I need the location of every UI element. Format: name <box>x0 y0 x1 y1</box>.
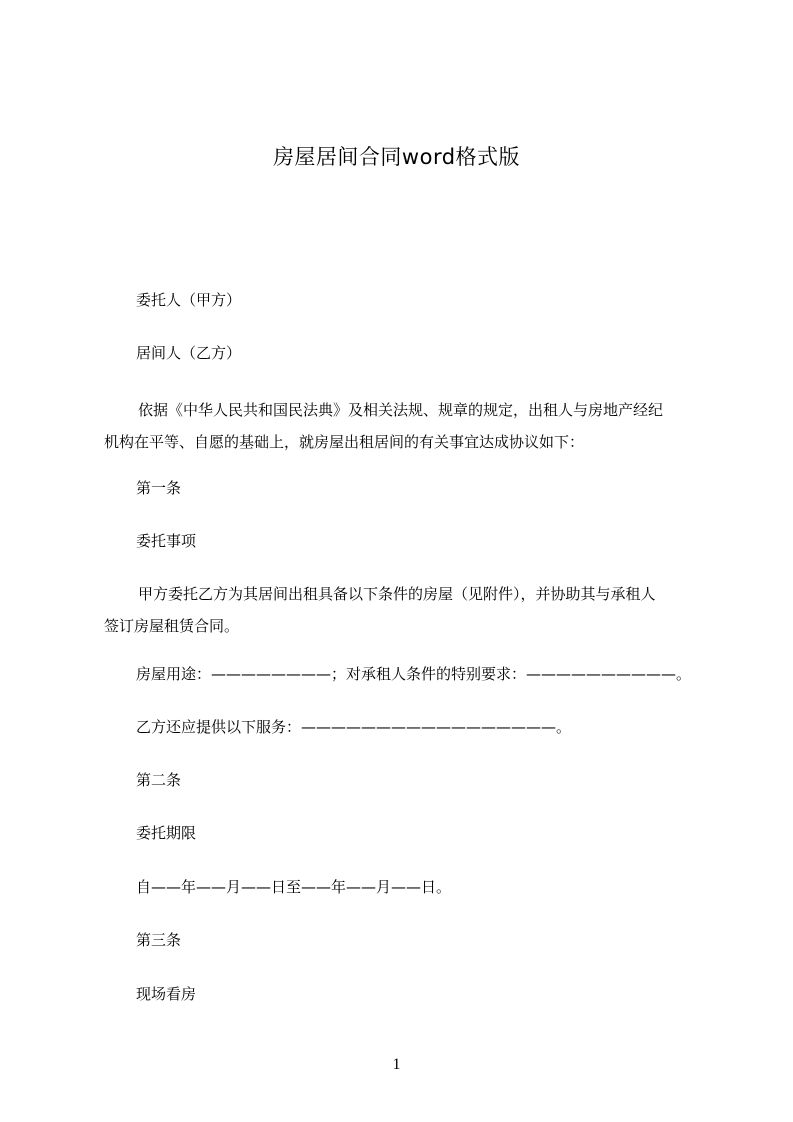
article-1-body <box>104 578 704 642</box>
services-line: 乙方还应提供以下服务：—————————————————。 <box>136 718 572 736</box>
article-1-title: 委托事项 <box>136 532 197 550</box>
document-title: 房屋居间合同word格式版 <box>272 145 521 169</box>
article-2-heading: 第二条 <box>136 771 182 789</box>
article-1-body-line-2: 签订房屋租赁合同。 <box>104 617 240 635</box>
article-3-title: 现场看房 <box>136 985 197 1003</box>
article-3-heading: 第三条 <box>136 931 182 949</box>
period-line: 自——年——月——日至——年——月——日。 <box>136 878 452 896</box>
usage-line: 房屋用途：————————；对承租人条件的特别要求：——————————。 <box>136 665 692 683</box>
preamble-line-1: 依据《中华人民共和国民法典》及相关法规、规章的规定，出租人与房地产经纪 <box>138 401 664 419</box>
page-number: 1 <box>392 1056 401 1073</box>
preamble-paragraph <box>104 394 704 458</box>
article-1-heading: 第一条 <box>136 479 182 497</box>
article-1-body-line-1: 甲方委托乙方为其居间出租具备以下条件的房屋（见附件），并协助其与承租人 <box>138 585 656 603</box>
preamble-line-2: 机构在平等、自愿的基础上，就房屋出租居间的有关事宜达成协议如下： <box>104 433 585 451</box>
intermediary-line: 居间人（乙方） <box>136 344 242 362</box>
principal-line: 委托人（甲方） <box>136 291 242 309</box>
article-2-title: 委托期限 <box>136 824 197 842</box>
